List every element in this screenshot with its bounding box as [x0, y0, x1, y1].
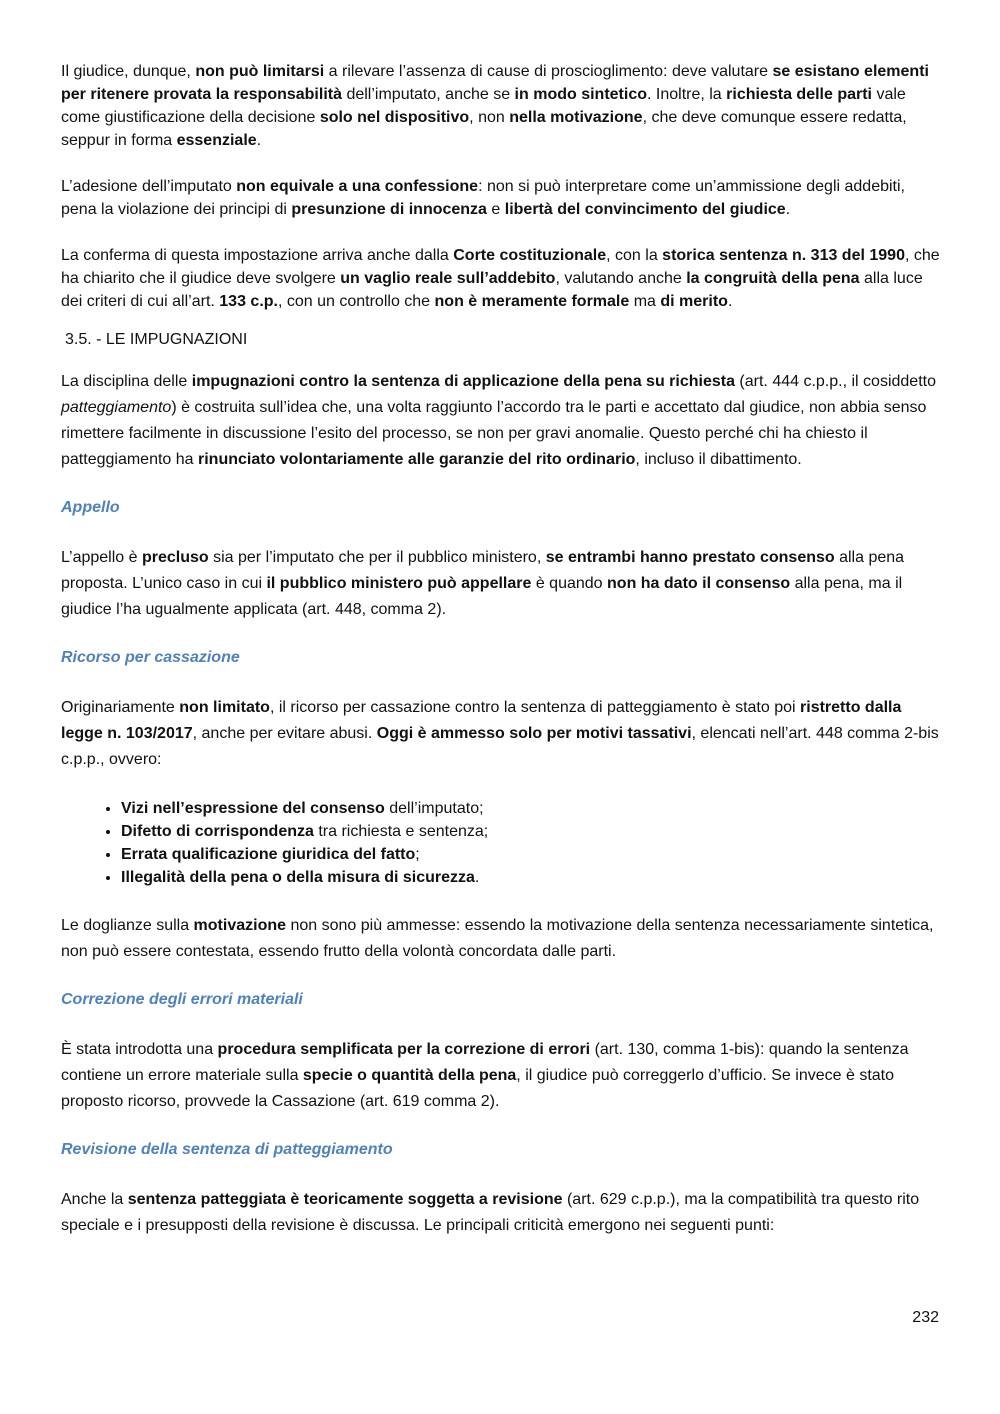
- text-span: Il giudice, dunque,: [61, 63, 196, 80]
- bold-span: in modo sintetico: [514, 86, 647, 103]
- bold-span: libertà del convincimento del giudice: [504, 201, 786, 218]
- text-span: La conferma di questa impostazione arriva anche dalla: [61, 247, 454, 264]
- text-span: alla pena proposta. L’unico caso in cui: [61, 549, 905, 592]
- document-page: [61, 60, 941, 1239]
- text-span: .: [474, 869, 480, 886]
- bold-span: non ha dato il consenso: [607, 575, 791, 592]
- bold-span: precluso: [141, 549, 209, 566]
- bold-span: storica sentenza n. 313 del 1990: [662, 247, 905, 264]
- text-span: non sono più ammesse: essendo la motivazione della sentenza necessariamente sintetica, non può essere contestata, essendo frutto della volontà concordata dalle parti.: [61, 917, 934, 960]
- subheading-revisione: Revisione della sentenza di patteggiamento: [61, 1141, 393, 1158]
- text-span: (art. 130, comma 1-bis): quando la sentenza contiene un errore materiale sulla: [61, 1041, 909, 1084]
- paragraph: [61, 244, 941, 313]
- bold-span: sentenza patteggiata è teoricamente soggetta a revisione: [127, 1191, 563, 1208]
- italic-span: patteggiamento: [61, 399, 172, 416]
- text-span: È stata introdotta una: [61, 1041, 218, 1058]
- text-span: , elencati nell’art. 448 comma 2-bis c.p.p., ovvero:: [61, 725, 939, 768]
- section-heading: 3.5. - LE IMPUGNAZIONI: [65, 331, 248, 348]
- text-span: , non: [469, 109, 510, 126]
- bold-span: presunzione di innocenza: [291, 201, 487, 218]
- bold-span: procedura semplificata per la correzione di errori: [217, 1041, 591, 1058]
- bold-span: il pubblico ministero può appellare: [266, 575, 532, 592]
- bold-span: se entrambi hanno prestato consenso: [545, 549, 835, 566]
- bold-span: di merito: [660, 293, 728, 310]
- text-span: .: [256, 132, 262, 149]
- bold-span: ristretto dalla legge n. 103/2017: [61, 699, 902, 742]
- text-span: alla luce dei criteri di cui all’art.: [61, 270, 923, 310]
- text-span: L’appello è: [61, 549, 142, 566]
- text-span: , che ha chiarito che il giudice deve svolgere: [61, 247, 940, 287]
- bold-span: specie o quantità della pena: [302, 1067, 517, 1084]
- paragraph: [61, 695, 941, 773]
- text-span: alla pena, ma il giudice l’ha ugualmente applicata (art. 448, comma 2).: [61, 575, 903, 618]
- bold-span: solo nel dispositivo: [319, 109, 470, 126]
- text-span: ) è costruita sull’idea che, una volta raggiunto l’accordo tra le parti e accettato dal giudice, non abbia senso rimettere facilmente in discussione l’esito del processo, se non per gravi anomalie. Questo perché chi ha chiesto il patteggiamento ha: [61, 399, 927, 468]
- text-span: L’adesione dell’imputato: [61, 178, 237, 195]
- list-item: [121, 843, 941, 866]
- bold-span: Illegalità della pena o della misura di sicurezza: [121, 869, 475, 886]
- bold-span: Difetto di corrispondenza: [121, 823, 314, 840]
- text-span: : non si può interpretare come un’ammissione degli addebiti, pena la violazione dei principi di: [61, 178, 905, 218]
- list-item: [121, 866, 941, 889]
- bold-span: rinunciato volontariamente alle garanzie del rito ordinario: [198, 451, 636, 468]
- bold-span: essenziale: [176, 132, 257, 149]
- text-span: , valutando anche: [555, 270, 687, 287]
- text-span: . Inoltre, la: [647, 86, 727, 103]
- text-span: ;: [415, 846, 420, 863]
- list-item: [121, 797, 941, 820]
- bold-span: la congruità della pena: [686, 270, 860, 287]
- bold-span: non è meramente formale: [434, 293, 630, 310]
- bold-span: non può limitarsi: [195, 63, 325, 80]
- bold-span: motivazione: [193, 917, 287, 934]
- text-span: .: [727, 293, 733, 310]
- text-span: (art. 629 c.p.p.), ma la compatibilità tra questo rito speciale e i presupposti della revisione è discussa. Le principali criticità emergono nei seguenti punti:: [61, 1191, 920, 1234]
- list-item: [121, 820, 941, 843]
- text-span: .: [785, 201, 791, 218]
- bold-span: impugnazioni contro la sentenza di applicazione della pena su richiesta: [191, 373, 735, 390]
- bold-span: 133 c.p.: [219, 293, 278, 310]
- text-span: La disciplina delle: [61, 373, 192, 390]
- paragraph: [61, 60, 941, 152]
- paragraph: [61, 1187, 941, 1239]
- bold-span: nella motivazione: [509, 109, 643, 126]
- bold-span: non limitato: [179, 699, 270, 716]
- text-span: è quando: [531, 575, 608, 592]
- text-span: , incluso il dibattimento.: [635, 451, 802, 468]
- bold-span: non equivale a una confessione: [236, 178, 479, 195]
- bold-span: richiesta delle parti: [726, 86, 872, 103]
- text-span: tra richiesta e sentenza;: [313, 823, 489, 840]
- paragraph: [61, 545, 941, 623]
- text-span: , il ricorso per cassazione contro la sentenza di patteggiamento è stato poi: [269, 699, 801, 716]
- text-span: e: [486, 201, 505, 218]
- text-span: ma: [629, 293, 661, 310]
- text-span: , che deve comunque essere redatta, seppur in forma: [61, 109, 907, 149]
- text-span: , anche per evitare abusi.: [192, 725, 377, 742]
- text-span: , il giudice può correggerlo d’ufficio. Se invece è stato proposto ricorso, provvede la Cassazione (art. 619 comma 2).: [61, 1067, 894, 1110]
- text-span: Originariamente: [61, 699, 180, 716]
- bold-span: Corte costituzionale: [453, 247, 607, 264]
- paragraph: [61, 913, 941, 965]
- paragraph: [61, 1037, 941, 1115]
- bold-span: Oggi è ammesso solo per motivi tassativi: [376, 725, 692, 742]
- text-span: Anche la: [61, 1191, 128, 1208]
- bold-span: Vizi nell’espressione del consenso: [121, 800, 385, 817]
- subheading-appello: Appello: [61, 499, 120, 516]
- bold-span: Errata qualificazione giuridica del fatto: [121, 846, 416, 863]
- text-span: vale come giustificazione della decisione: [61, 86, 906, 126]
- bold-span: un vaglio reale sull’addebito: [340, 270, 556, 287]
- bullet-list: [61, 797, 941, 889]
- text-span: , con un controllo che: [277, 293, 435, 310]
- page-number: 232: [912, 1309, 939, 1326]
- text-span: dell’imputato;: [384, 800, 484, 817]
- bold-span: se esistano elementi per ritenere provata la responsabilità: [61, 63, 929, 103]
- text-span: sia per l’imputato che per il pubblico ministero,: [208, 549, 546, 566]
- text-span: (art. 444 c.p.p., il cosiddetto: [734, 373, 936, 390]
- subheading-ricorso: Ricorso per cassazione: [61, 649, 240, 666]
- text-span: a rilevare l’assenza di cause di proscioglimento: deve valutare: [324, 63, 773, 80]
- paragraph: [61, 175, 941, 221]
- text-span: Le doglianze sulla: [61, 917, 194, 934]
- paragraph: [61, 369, 941, 473]
- text-span: , con la: [606, 247, 663, 264]
- subheading-correzione: Correzione degli errori materiali: [61, 991, 303, 1008]
- text-span: dell’imputato, anche se: [342, 86, 515, 103]
